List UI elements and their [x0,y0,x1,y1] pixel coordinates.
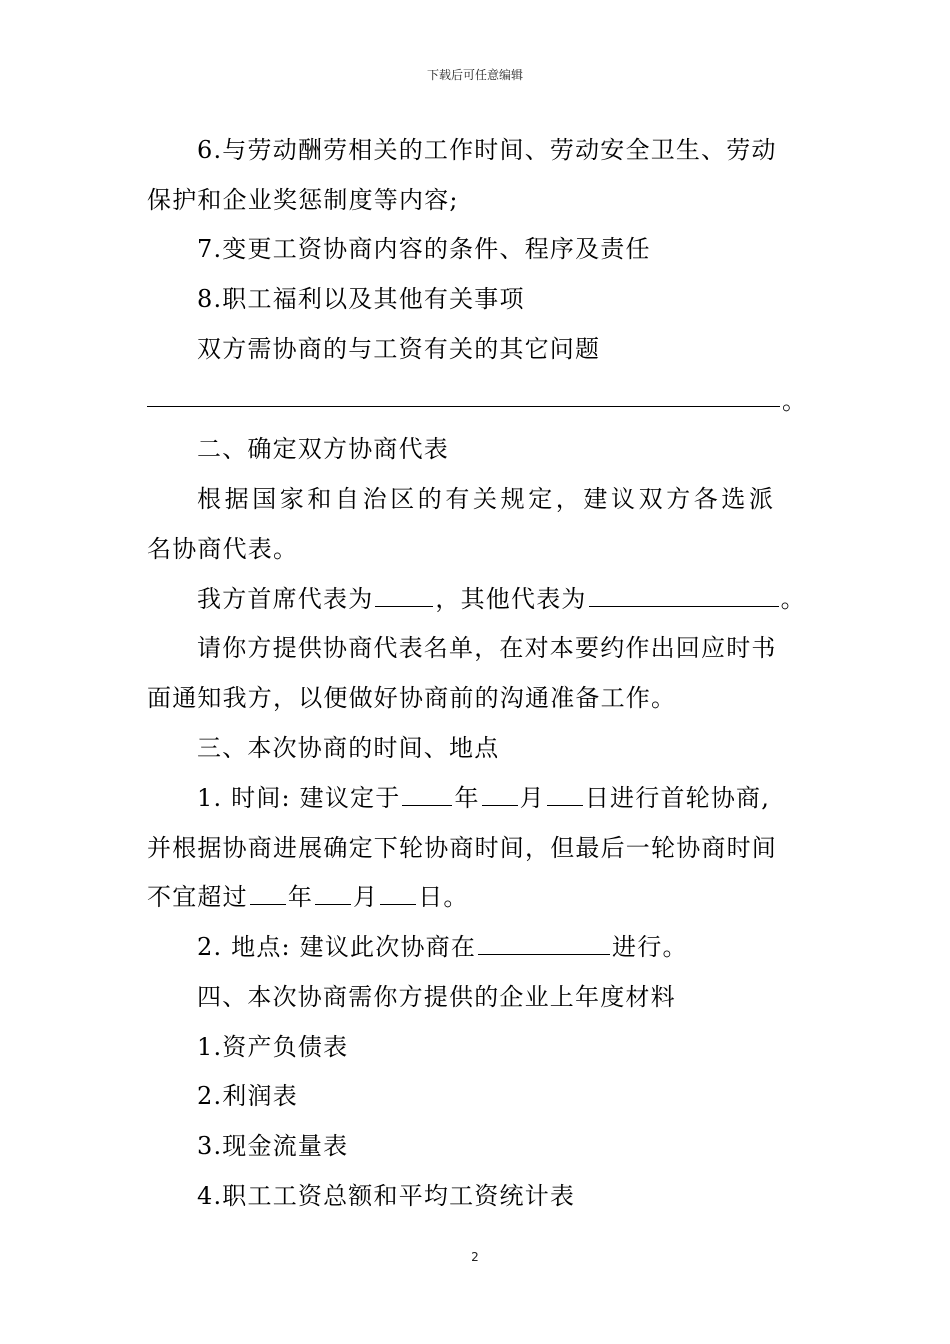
deadline-month-blank [315,880,351,905]
section-2-request-line-1: 请你方提供协商代表名单，在对本要约作出回应时书 [197,634,777,662]
deadline-day-blank [380,880,416,905]
item-6-line-2: 保护和企业奖惩制度等内容; [147,186,459,214]
day-label: 日进行首轮协商, [584,784,771,812]
other-issues-blank [147,406,780,407]
first-round-month-blank [482,781,518,806]
deadline-year-blank [250,880,286,905]
time-line-3 [147,880,469,914]
first-round-day-blank [547,781,583,806]
other-issues-label: 双方需协商的与工资有关的其它问题 [197,335,601,363]
other-rep-blank [589,582,779,607]
time-line-2: 并根据协商进展确定下轮协商时间，但最后一轮协商时间 [147,834,777,862]
month-label: 月 [519,784,545,812]
header-note: 下载后可任意编辑 [426,68,523,82]
item-7: 7.变更工资协商内容的条件、程序及责任 [197,235,651,263]
deadline-label: 不宜超过 [147,883,248,911]
section-2-para-line-1: 根据国家和自治区的有关规定，建议双方各选派 [197,485,777,513]
other-issues-period: 。 [782,387,806,415]
section-2-heading: 二、确定双方协商代表 [197,435,449,463]
section-3-heading: 三、本次协商的时间、地点 [197,734,500,762]
time-line-1 [197,781,770,815]
material-item-2: 2.利润表 [197,1082,298,1110]
section-2-para-line-2: 名协商代表。 [147,535,299,563]
first-round-year-blank [402,781,452,806]
item-8: 8.职工福利以及其他有关事项 [197,285,525,313]
deadline-year-label: 年 [287,883,314,911]
chief-rep-blank [375,582,433,607]
location-label: 2. 地点: 建议此次协商在 [197,933,477,961]
year-label: 年 [454,784,480,812]
chief-rep-label: 我方首席代表为 [197,585,374,613]
representatives-line [197,582,806,616]
location-line [197,930,688,964]
location-blank [478,930,610,955]
time-label: 1. 时间: 建议定于 [197,784,401,812]
material-item-3: 3.现金流量表 [197,1132,349,1160]
location-suffix: 进行。 [612,933,688,961]
deadline-month-label: 月 [353,883,379,911]
section-2-request-line-2: 面通知我方，以便做好协商前的沟通准备工作。 [147,684,677,712]
section-4-heading: 四、本次协商需你方提供的企业上年度材料 [197,983,676,1011]
item-6-line-1: 6.与劳动酬劳相关的工作时间、劳动安全卫生、劳动 [197,136,777,164]
material-item-1: 1.资产负债表 [197,1033,349,1061]
rep-period: 。 [780,585,806,613]
other-rep-label: ，其他代表为 [435,585,587,613]
material-item-4: 4.职工工资总额和平均工资统计表 [197,1182,576,1210]
deadline-day-label: 日。 [418,883,469,911]
page-number: 2 [471,1250,479,1264]
